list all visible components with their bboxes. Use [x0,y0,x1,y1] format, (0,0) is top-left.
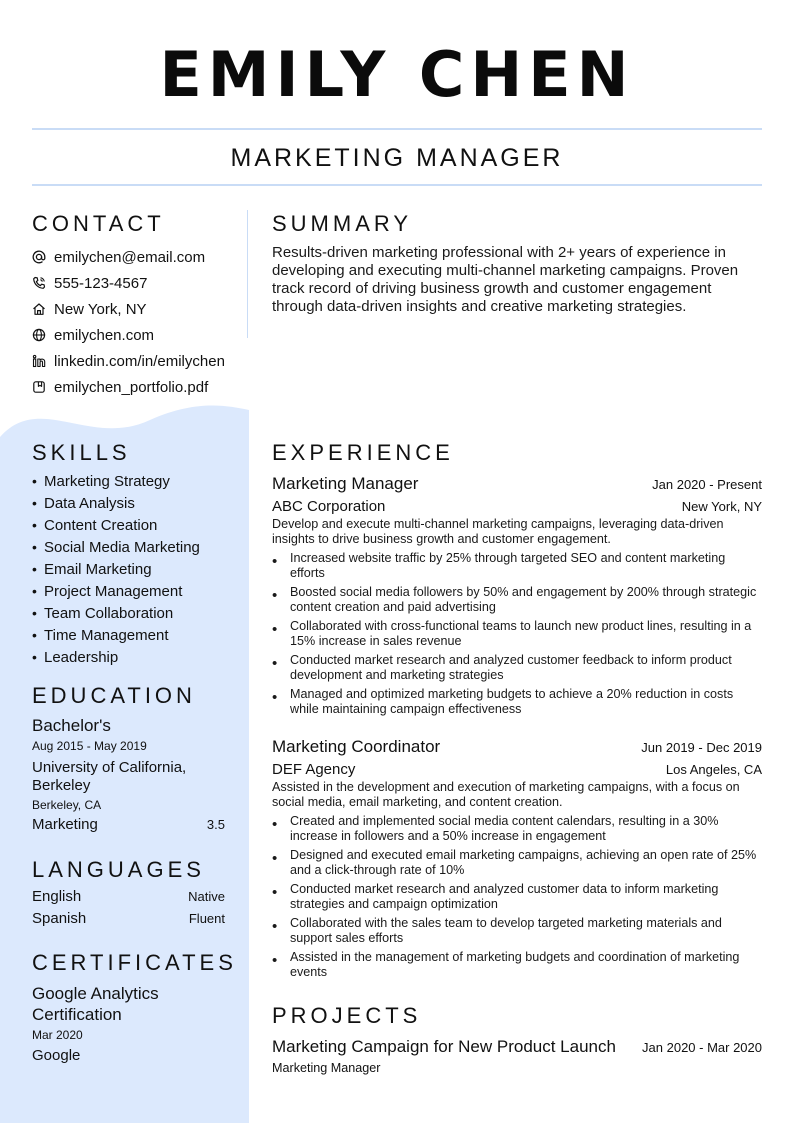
achievement-text: Collaborated with cross-functional teams to launch new product lines, resulting in a 15% increase in sales revenue [290,619,752,648]
language-name: English [32,888,82,905]
globe-icon [32,328,46,342]
skill-label: Content Creation [44,517,158,534]
project-title: Marketing Campaign for New Product Launch [272,1037,616,1056]
contact-portfolio[interactable] [32,374,247,400]
job-location: Los Angeles, CA [665,762,762,777]
achievement-text: Conducted market research and analyzed customer data to inform marketing strategies and campaign optimization [290,882,719,911]
skill-item: • Leadership [32,649,119,666]
summary-heading: SUMMARY [272,211,413,236]
achievement-item: • Conducted market research and analyzed customer feedback to inform product development and marketing strategies [272,653,762,683]
contact-linkedin[interactable] [32,348,247,374]
education-degree: Bachelor's [32,716,111,735]
certificate-issuer: Google [32,1047,81,1064]
job-dates: Jan 2020 - Present [652,477,762,492]
experience-heading: EXPERIENCE [272,440,454,465]
achievement-text: Conducted market research and analyzed customer feedback to inform product development and marketing strategies [290,653,732,682]
achievement-item: • Managed and optimized marketing budgets to achieve a 20% reduction in costs while maintaining campaign effectiveness [272,687,762,717]
project-role: Marketing Manager [272,1061,381,1075]
achievement-text: Created and implemented social media content calendars, resulting in a 30% increase in followers and a 50% increase in engagement [290,814,719,843]
achievement-text: Assisted in the management of marketing budgets and coordination of marketing events [290,950,740,979]
job-achievements [272,814,762,980]
education-gpa: 3.5 [206,817,225,832]
language-name: Spanish [32,910,87,927]
achievement-text: Increased website traffic by 25% through targeted SEO and content marketing efforts [290,551,726,580]
candidate-role: MARKETING MANAGER [230,144,564,172]
skill-item: • Marketing Strategy [32,473,170,490]
achievement-text: Designed and executed email marketing campaigns, achieving an open rate of 25% and a click-through rate of 10% [290,848,757,877]
language-item [32,910,225,932]
contact-email-text: emilychen@email.com [54,248,206,266]
achievement-item: • Designed and executed email marketing campaigns, achieving an open rate of 25% and a click-through rate of 10% [272,848,762,878]
projects-heading: PROJECTS [272,1003,422,1028]
phone-icon [32,276,46,290]
education-field-row [32,815,225,835]
job-company: ABC Corporation [272,498,386,515]
contact-website-text: emilychen.com [54,326,155,344]
achievement-text: Managed and optimized marketing budgets to achieve a 20% reduction in costs while maintaining campaign effectiveness [290,687,734,716]
languages-heading: LANGUAGES [32,857,205,882]
job-title: Marketing Manager [272,474,419,493]
header-rule-bottom [32,184,762,186]
skill-item: • Email Marketing [32,561,152,578]
certificate-name: Google Analytics Certification [32,984,159,1024]
languages-list [32,888,225,932]
column-divider [247,210,248,338]
education-entry [32,715,225,835]
achievement-text: Boosted social media followers by 50% and engagement by 200% through strategic content creation and paid advertising [290,585,757,614]
certificate-entry [32,983,232,1065]
job-entry [272,736,762,984]
contact-heading: CONTACT [32,211,165,236]
achievement-item: • Boosted social media followers by 50% and engagement by 200% through strategic content creation and paid advertising [272,585,762,615]
education-field: Marketing [32,816,98,833]
contact-linkedin-text: linkedin.com/in/emilychen [54,352,225,370]
achievement-item: • Collaborated with the sales team to develop targeted marketing materials and support sales efforts [272,916,762,946]
summary-text: Results-driven marketing professional with 2+ years of experience in developing and executing multi-channel marketing campaigns. Proven track record of driving business growth and customer engagement through data-driven insights and creative marketing strategies. [272,244,739,315]
contact-location-text: New York, NY [54,300,147,318]
skill-label: Time Management [44,627,169,644]
skill-label: Team Collaboration [44,605,174,622]
achievement-item: • Created and implemented social media content calendars, resulting in a 30% increase in followers and a 50% increase in engagement [272,814,762,844]
job-company: DEF Agency [272,761,356,778]
skill-label: Marketing Strategy [44,473,170,490]
education-dates: Aug 2015 - May 2019 [32,739,147,753]
skill-item: • Time Management [32,627,169,644]
job-description: Develop and execute multi-channel marketing campaigns, leveraging data-driven insights to drive business growth and customer engagement. [272,517,724,546]
job-title: Marketing Coordinator [272,737,441,756]
contact-portfolio-text: emilychen_portfolio.pdf [54,378,209,396]
skill-item: • Project Management [32,583,183,600]
language-item [32,888,225,910]
achievement-item: • Collaborated with cross-functional teams to launch new product lines, resulting in a 15% increase in sales revenue [272,619,762,649]
at-icon [32,250,46,264]
education-heading: EDUCATION [32,683,196,708]
skills-list [32,472,242,670]
education-school: University of California, Berkeley [32,759,187,794]
home-icon [32,302,46,316]
certificate-date: Mar 2020 [32,1028,83,1042]
achievement-item: • Assisted in the management of marketing budgets and coordination of marketing events [272,950,762,980]
skill-label: Project Management [44,583,183,600]
contact-list [32,244,247,400]
skill-item: • Content Creation [32,517,158,534]
skill-label: Social Media Marketing [44,539,200,556]
job-dates: Jun 2019 - Dec 2019 [641,740,762,755]
skill-item: • Team Collaboration [32,605,174,622]
contact-phone-text: 555-123-4567 [54,274,148,292]
job-achievements [272,551,762,717]
education-location: Berkeley, CA [32,798,102,812]
skills-heading: SKILLS [32,440,131,465]
contact-email[interactable] [32,244,247,270]
job-entry [272,473,762,721]
header-rule-top [32,128,762,130]
contact-phone[interactable] [32,270,247,296]
skill-item: • Data Analysis [32,495,135,512]
candidate-name: EMILY CHEN [159,38,635,111]
linkedin-icon [32,354,46,368]
contact-website[interactable] [32,322,247,348]
language-level: Fluent [188,911,225,926]
job-location: New York, NY [681,499,762,514]
achievement-text: Collaborated with the sales team to develop targeted marketing materials and support sales efforts [290,916,722,945]
certificates-heading: CERTIFICATES [32,950,237,975]
language-level: Native [188,889,225,904]
skill-label: Email Marketing [44,561,152,578]
portfolio-icon [32,380,46,394]
job-description: Assisted in the development and execution of marketing campaigns, with a focus on social media, email marketing, and content creation. [272,780,740,809]
project-dates: Jan 2020 - Mar 2020 [642,1040,762,1055]
skill-label: Data Analysis [44,495,135,512]
achievement-item: • Increased website traffic by 25% through targeted SEO and content marketing efforts [272,551,762,581]
contact-location [32,296,247,322]
skill-label: Leadership [44,649,119,666]
skill-item: • Social Media Marketing [32,539,200,556]
achievement-item: • Conducted market research and analyzed customer data to inform marketing strategies and campaign optimization [272,882,762,912]
project-entry [272,1036,762,1076]
